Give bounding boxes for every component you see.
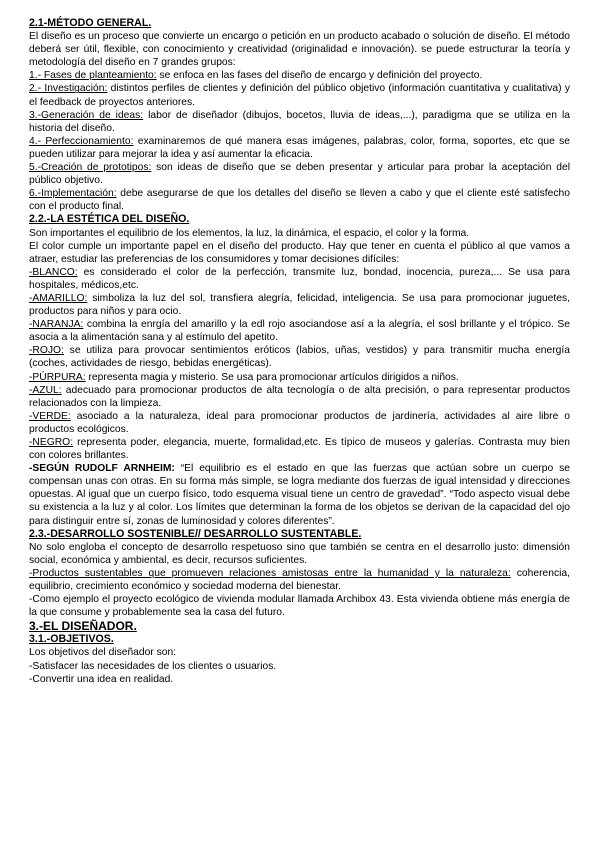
color-label: -BLANCO: xyxy=(29,266,78,278)
list-item-prototipos xyxy=(29,161,570,187)
list-item-perfeccionamiento xyxy=(29,135,570,161)
paragraph-desarrollo: No solo engloba el concepto de desarrollo respetuoso sino que también se centra en el desarrollo justo: dimensión social, económica y ambiental, es decir, recursos suficientes. xyxy=(29,541,570,566)
color-text: adecuado para promocionar productos de alta tecnología o de alta precisión, o para representar productos relacionados con la limpieza. xyxy=(29,384,570,409)
paragraph-equilibrio: Son importantes el equilibrio de los elementos, la luz, la dinámica, el espacio, el color y la forma. xyxy=(29,227,470,239)
list-item-implementacion xyxy=(29,187,570,213)
color-text: es considerado el color de la perfección, transmite luz, bondad, inocencia, pureza,... Se usa para hospitales, médicos,etc. xyxy=(29,266,570,291)
color-label: -NEGRO: xyxy=(29,437,74,448)
color-item-naranja xyxy=(29,318,570,344)
color-text: representa poder, elegancia, muerte, formalidad,etc. Es típico de museos y galerías. Contrasta muy bien con colores brillantes. xyxy=(29,437,570,462)
quote-text: “El equilibrio es el estado en que las fuerzas que actúan sobre un cuerpo se compensan unas con otras. En su forma más simple, se logra mediante dos fuerzas de igual intensidad y direcciones opuestas. Al igual que un cuerpo físico, todo esquema visual tiene un centro de gravedad”. “Todo aspecto visual debe su existencia a la luz y al color. Los límites que determinan la forma de los objetos se derivan de la capacidad del ojo para distinguir entre sí, zonas de luminosidad y colores diferentes”. xyxy=(29,463,570,527)
color-item-amarillo xyxy=(29,292,570,318)
color-label: -PÚRPURA: xyxy=(29,371,86,383)
paragraph-intro: El diseño es un proceso que convierte un encargo o petición en un producto acabado o solución de diseño. El método deberá ser útil, flexible, con conocimiento y creatividad (originalidad e innovación). se puede estructurar la teoría y metodología del diseño en 7 grandes grupos: xyxy=(29,31,570,69)
item-label: 6.-Implementación: xyxy=(29,188,117,200)
color-text: se utiliza para provocar sentimientos eróticos (labios, uñas, vestidos) y para transmitir mucha energía (coches, actividades de riesgo, bebidas energéticas). xyxy=(29,345,570,370)
color-text: asociado a la naturaleza, ideal para promocionar productos de jardinería, actividades al aire libre o productos ecológicos. xyxy=(29,410,570,435)
color-label: -AMARILLO: xyxy=(29,292,88,304)
color-item-rojo xyxy=(29,344,570,370)
color-item-negro xyxy=(29,436,570,462)
paragraph-arnheim-quote xyxy=(29,462,570,527)
paragraph-color: El color cumple un importante papel en el diseño del producto. Hay que tener en cuenta el público al que vamos a atraer, estudiar las preferencias de los consumidores y tomar decisiones difíciles: xyxy=(29,240,570,265)
item-label: 2.- Investigación: xyxy=(29,83,108,95)
list-item-generacion xyxy=(29,109,570,135)
section-heading-estetica: 2.2.-LA ESTÉTICA DEL DISEÑO. xyxy=(29,213,190,226)
item-label: 4.- Perfeccionamiento: xyxy=(29,135,134,147)
quote-author: -SEGÚN RUDOLF ARNHEIM: xyxy=(29,463,175,475)
item-text: examinaremos de qué manera esas imágenes, palabras, color, forma, soportes, etc que se pueden utilizar para mejorar la idea y así aumentar la eficacia. xyxy=(29,135,570,160)
item-text: labor de diseñador (dibujos, bocetos, lluvia de ideas,...), paradigma que se utiliza en la historia del diseño. xyxy=(29,109,570,134)
item-text: se enfoca en las fases del diseño de encargo y definición del proyecto. xyxy=(156,70,483,82)
color-label: -VERDE: xyxy=(29,410,71,422)
color-item-azul xyxy=(29,384,570,410)
list-item-fases xyxy=(29,69,570,82)
color-text: combina la enrgía del amarillo y la edl rojo asociandose así a la alegría, el sosl brillante y el trópico. Se asocia a la alimentación sana y al estímulo del apetito. xyxy=(29,319,570,344)
section-heading-metodo-general: 2.1-MÉTODO GENERAL. xyxy=(29,17,152,29)
paragraph-archibox: -Como ejemplo el proyecto ecológico de vivienda modular llamada Archibox 43. Esta vivienda obtiene más energía de la que consume y probablemente sea la casa del futuro. xyxy=(29,594,570,619)
color-label: -NARANJA: xyxy=(29,319,84,331)
section-heading-disenador: 3.-EL DISEÑADOR. xyxy=(29,619,137,634)
color-text: simboliza la luz del sol, transfiera alegría, felicidad, inteligencia. Se usa para promocionar juguetes, productos para niños y para ocio. xyxy=(29,292,570,318)
sub-heading-objetivos: 3.1.-OBJETIVOS. xyxy=(29,633,114,646)
item-label: 3.-Generación de ideas: xyxy=(29,109,144,121)
item-label: 1.- Fases de planteamiento: xyxy=(29,70,157,82)
objetivos-line: -Convertir una idea en realidad. xyxy=(29,673,174,685)
color-label: -AZUL: xyxy=(29,384,62,396)
objetivos-line: -Satisfacer las necesidades de los clientes o usuarios. xyxy=(29,660,277,672)
paragraph-label: -Productos sustentables que promueven relaciones amistosas entre la humanidad y la naturaleza: xyxy=(29,567,511,579)
color-item-blanco xyxy=(29,266,570,292)
section-heading-sostenible: 2.3.-DESARROLLO SOSTENIBLE// DESARROLLO SUSTENTABLE. xyxy=(29,527,362,540)
color-item-purpura xyxy=(29,371,570,384)
color-text: representa magia y misterio. Se usa para promocionar artículos dirigidos a niños. xyxy=(85,371,459,383)
item-label: 5.-Creación de prototipos: xyxy=(29,162,152,174)
item-text: distintos perfiles de clientes y definición del público objetivo (información cuantitativa y cualitativa) y el feedback de proyectos anteriores. xyxy=(29,83,571,108)
item-text: son ideas de diseño que se deben presentar y articular para probar la aceptación del público objetivo. xyxy=(29,162,570,187)
objetivos-line: Los objetivos del diseñador son: xyxy=(29,647,177,659)
color-label: -ROJO: xyxy=(29,345,64,357)
list-item-investigacion xyxy=(29,82,570,108)
item-text: debe asegurarse de que los detalles del diseño se lleven a cabo y que el cliente esté satisfecho con el producto final. xyxy=(29,188,570,213)
color-item-verde xyxy=(29,410,570,436)
paragraph-text: coherencia, equilibrio, crecimiento económico y sociedad moderna del bienestar. xyxy=(29,567,570,593)
paragraph-productos-sustentables xyxy=(29,567,570,593)
